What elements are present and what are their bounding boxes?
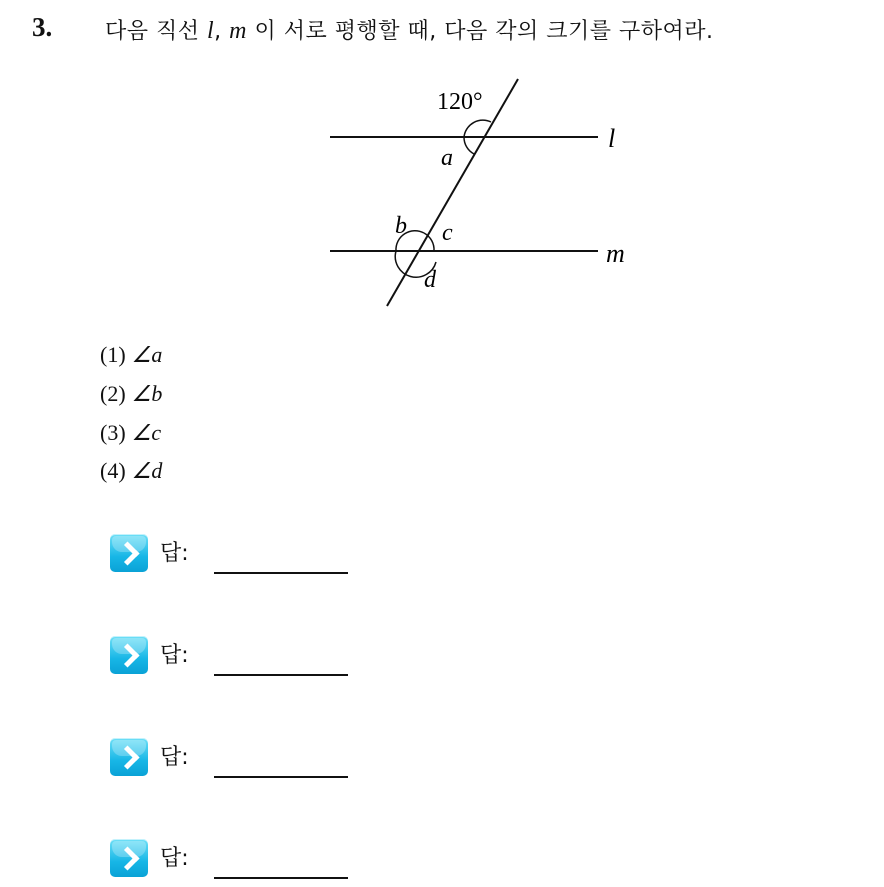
subquestion-number: (1) (100, 342, 126, 367)
answer-blank[interactable] (214, 776, 348, 778)
answer-row-3 (110, 738, 370, 786)
question-text-after: 이 서로 평행할 때, 다음 각의 크기를 구하여라. (247, 19, 714, 44)
question-comma: , (214, 19, 230, 44)
subquestion-3 (100, 420, 161, 446)
chevron-right-icon (110, 636, 148, 674)
angle-c-arc (424, 233, 434, 251)
answer-blank[interactable] (214, 877, 348, 879)
subquestion-2 (100, 381, 162, 407)
line-m-label: m (606, 239, 625, 268)
angle-a-label: a (441, 145, 453, 171)
subquestion-angle: ∠a (131, 342, 163, 367)
var-m: m (229, 18, 248, 44)
answer-label: 답: (160, 745, 189, 770)
chevron-right-icon (110, 839, 148, 877)
subquestion-number: (4) (100, 458, 126, 483)
answer-label: 답: (160, 846, 189, 871)
question-number: 3. (32, 12, 53, 42)
angle-120-label: 120° (437, 89, 483, 115)
answer-row-4 (110, 839, 370, 887)
subquestion-number: (2) (100, 381, 126, 406)
question-text-before: 다음 직선 (105, 19, 207, 44)
subquestion-angle: ∠b (131, 381, 163, 406)
subquestion-number: (3) (100, 420, 126, 445)
subquestion-4 (100, 458, 162, 484)
chevron-right-icon (110, 534, 148, 572)
answer-blank[interactable] (214, 572, 348, 574)
subquestion-angle: ∠d (131, 458, 163, 483)
line-l-label: l (608, 124, 616, 153)
answer-row-2 (110, 636, 370, 684)
var-l: l (207, 18, 215, 44)
angle-a-arc (464, 137, 474, 154)
subquestion-1 (100, 342, 162, 368)
answer-label: 답: (160, 541, 189, 566)
answer-blank[interactable] (214, 674, 348, 676)
angle-b-label: b (395, 213, 407, 239)
chevron-right-icon (110, 738, 148, 776)
angle-c-label: c (442, 220, 453, 246)
angle-d-label: d (424, 267, 436, 293)
parallel-lines-figure (0, 0, 884, 320)
answer-label: 답: (160, 643, 189, 668)
subquestion-angle: ∠c (131, 420, 162, 445)
answer-row-1 (110, 534, 370, 582)
